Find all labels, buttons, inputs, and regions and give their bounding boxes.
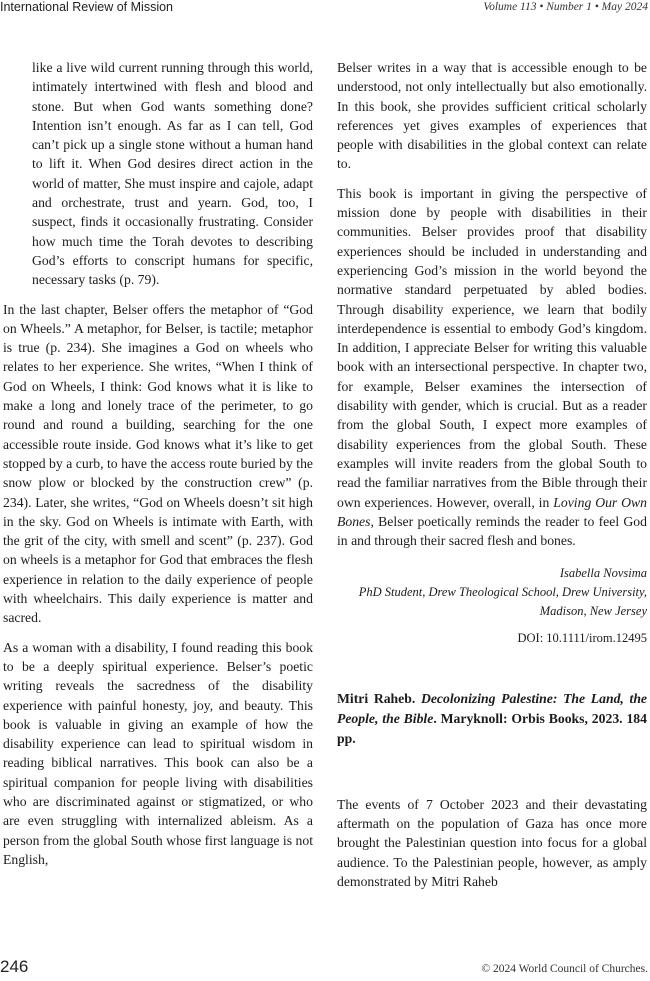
right-column [337,58,647,901]
review-heading [337,689,647,749]
left-column [3,58,313,879]
paragraph-text: , Belser poetically reminds the reader to feel God in and through their sacred flesh and bones. [337,513,647,549]
issue-info: Volume 113 • Number 1 • May 2024 [483,1,648,13]
reviewer-name: Isabella Novsima [559,566,647,581]
review-publisher: . Maryknoll: Orbis Books, 2023. 184 pp. [337,710,647,746]
book-title: Loving Our Own Bones [337,494,648,529]
journal-title: International Review of Mission [0,0,173,14]
paragraph: In the last chapter, Belser offers the metaphor of “God on Wheels.” A metaphor, for Belser, is tactile; metaphor is true (p. 234). She imagines a God on wheels who relates to her experience. She writes, “When I think of God on Wheels, I think: God knows what it is like to make a long and lonely trace of the perimeter, to go round and round a building, searching for the one accessible route inside. God knows what it’s like to get stopped by a curb, to have the access route buried by the snow plow or blocked by the construction crew” (p. 234). Later, she writes, “God on Wheels doesn’t sit high in the sky. God on Wheels is intimate with Earth, with the grit of the city, with smell and scent” (p. 237). God on wheels is a metaphor for God that embraces the flesh experience in relation to the daily experience of people with wheelchairs. This daily experience is matter and sacred. [3,301,313,626]
reviewer-location: Madison, New Jersey [539,604,647,619]
paragraph: As a woman with a disability, I found reading this book to be a deeply spiritual experience. Belser’s poetic writing reveals the sacredness of the disability experience with painful honesty, joy, and beauty. This book is valuable in giving an example of how the disability experience can lead to spiritual wisdom in reading biblical narratives. This book can also be a spiritual companion for people living with disabilities who are discriminated against or stigmatized, or who are even struggling with internalized ableism. As a person from the global South whose first language is not English, [3,639,313,867]
block-quote: like a live wild current running through this world, intimately intertwined with flesh and blood and stone. But when God wants something done? Intention isn’t enough. As far as I can tell, God can’t pick up a single stone without a human hand to lift it. When God desires direct action in the world of matter, She must inspire and cajole, adapt and orchestrate, trust and yearn. God, too, I suspect, finds it occasionally frustrating. Consider how much time the Torah devotes to describing God’s efforts to conscript humans for specific, necessary tasks (p. 79). [32,60,313,288]
doi: DOI: 10.1111/irom.12495 [517,631,647,646]
page-number: 246 [0,957,29,976]
paragraph-text: This book is important in giving the perspective of mission done by people with disabilities in their communities. Belser provides proof that disability experiences should be included in understanding and experiencing God’s mission in the world beyond the normative standard perpetuated by abled bodies. Through disability experience, we learn that bodily interdependence is essential to embody God’s kingdom. In addition, I appreciate Belser for writing this valuable book with an intersectional perspective. In chapter two, for example, Belser examines the intersection of disability with gender, which is crucial. But as a reader from the global South, I expect more examples of disability experiences from the global South. These examples will invite readers from the global South to read the familiar narratives from the Bible through their own experiences. However, overall, in [337,185,647,510]
paragraph: Belser writes in a way that is accessible enough to be understood, not only intellectually but also emotionally. In this book, she provides sufficient critical scholarly references yet gives examples of experiences that people with disabilities in the global context can relate to. [337,60,647,172]
copyright: © 2024 World Council of Churches. [481,963,648,975]
review-author: Mitri Raheb. [337,690,416,706]
review-book-title: Decolonizing Palestine: The Land, the People, the Bible [337,690,648,726]
paragraph: The events of 7 October 2023 and their devastating aftermath on the population of Gaza has once more brought the Palestinian question into focus for a global audience. To the Palestinian people, however, as amply demonstrated by Mitri Raheb [337,796,647,889]
reviewer-affiliation: PhD Student, Drew Theological School, Drew University, [358,585,647,600]
paragraph [337,184,647,551]
